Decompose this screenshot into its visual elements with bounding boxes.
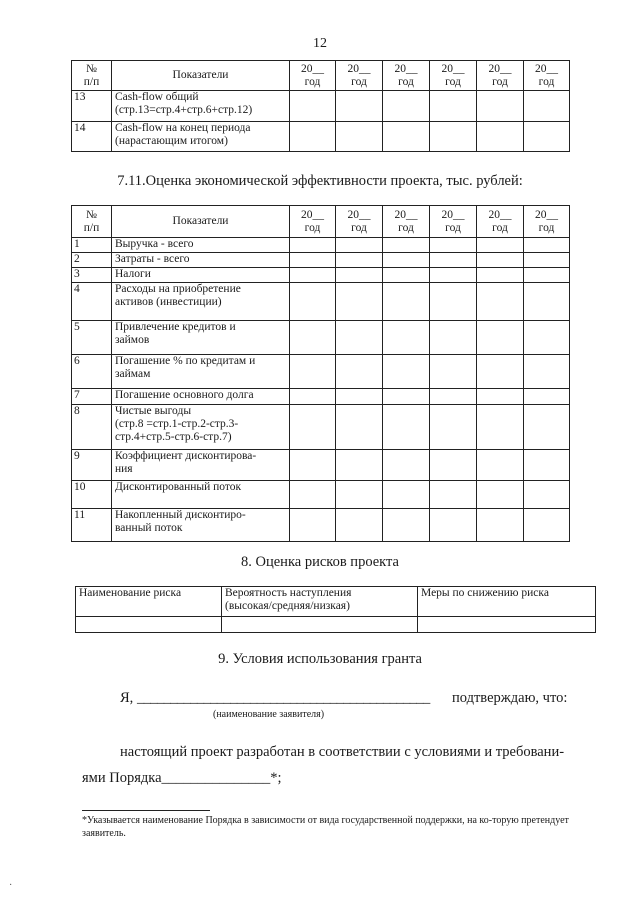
table-cell [430, 253, 477, 268]
row-number: 11 [72, 509, 112, 542]
table-cell [290, 321, 336, 355]
row-label: Чистые выгоды (стр.8 =стр.1-стр.2-стр.3- стр.4+стр.5-стр.6-стр.7) [112, 405, 290, 450]
table-cell [524, 450, 570, 481]
table-cell [383, 389, 430, 405]
table-cell [290, 450, 336, 481]
table-row [72, 321, 570, 355]
section-9-title: 9. Условия использования гранта [218, 651, 422, 667]
applicant-name-blank: ____________________________________________ [137, 690, 430, 706]
table-cell [383, 405, 430, 450]
row-label: Расходы на приобретение активов (инвестиции) [112, 283, 290, 321]
table-cell [477, 509, 524, 542]
table-cell [222, 617, 418, 633]
table-cell [477, 253, 524, 268]
row-number: 2 [72, 253, 112, 268]
table-cell [524, 321, 570, 355]
table-row [72, 122, 570, 152]
col-header-year: 20__ год [524, 61, 570, 91]
table-cell [383, 283, 430, 321]
table-cell [477, 122, 524, 152]
row-label: Погашение основного долга [112, 389, 290, 405]
row-label: Дисконтированный поток [112, 481, 290, 509]
col-header-year: 20__ год [336, 206, 383, 238]
col-header-year: 20__ год [477, 61, 524, 91]
table-cell [290, 253, 336, 268]
table-cell [336, 450, 383, 481]
statement-suffix: подтверждаю, что: [452, 690, 568, 706]
table-cell [290, 389, 336, 405]
row-number: 4 [72, 283, 112, 321]
table-row [72, 481, 570, 509]
row-number: 5 [72, 321, 112, 355]
table-cell [290, 481, 336, 509]
table-cell [383, 91, 430, 122]
col-header-year: 20__ год [524, 206, 570, 238]
row-label: Привлечение кредитов и займов [112, 321, 290, 355]
applicant-name-caption: (наименование заявителя) [213, 709, 325, 720]
table-cell [336, 238, 383, 253]
statement-prefix: Я, [120, 690, 134, 706]
col-header-risk-name: Наименование риска [76, 587, 222, 617]
table-cell [336, 405, 383, 450]
table-cell [524, 355, 570, 389]
table-cell [430, 405, 477, 450]
risk-header-row [76, 587, 596, 617]
table-cell [477, 238, 524, 253]
table-cell [290, 509, 336, 542]
col-header-measures: Меры по снижению риска [418, 587, 596, 617]
row-number: 9 [72, 450, 112, 481]
table-cell [383, 481, 430, 509]
row-number: 3 [72, 268, 112, 283]
table-row [72, 405, 570, 450]
table-cell [336, 321, 383, 355]
page-number: 12 [313, 36, 327, 51]
col-header-number: № п/п [72, 61, 112, 91]
table-cell [383, 450, 430, 481]
efficiency-header-row [72, 206, 570, 238]
row-label: Накопленный дисконтиро- ванный поток [112, 509, 290, 542]
table-cell [383, 509, 430, 542]
table-cell [336, 268, 383, 283]
table-cell [383, 238, 430, 253]
section-8-title: 8. Оценка рисков проекта [241, 554, 399, 570]
table-cell [383, 122, 430, 152]
table-cell [430, 122, 477, 152]
table-cell [477, 355, 524, 389]
table-cell [430, 283, 477, 321]
table-row [72, 253, 570, 268]
col-header-year: 20__ год [477, 206, 524, 238]
table-cell [524, 405, 570, 450]
row-number: 1 [72, 238, 112, 253]
table-row [72, 283, 570, 321]
table-cell [290, 405, 336, 450]
table-cell [290, 355, 336, 389]
row-label: Коэффициент дисконтирова- ния [112, 450, 290, 481]
table-cell [336, 481, 383, 509]
cashflow-header-row [72, 61, 570, 91]
table-cell [383, 253, 430, 268]
table-row [72, 509, 570, 542]
risk-empty-row [76, 617, 596, 633]
col-header-number: № п/п [72, 206, 112, 238]
table-cell [336, 122, 383, 152]
row-label: Cash-flow общий (стр.13=стр.4+стр.6+стр.12) [112, 91, 290, 122]
col-header-indicator: Показатели [112, 61, 290, 91]
efficiency-table [71, 205, 570, 542]
col-header-year: 20__ год [383, 206, 430, 238]
table-cell [290, 238, 336, 253]
table-cell [430, 450, 477, 481]
table-cell [336, 389, 383, 405]
row-label: Выручка - всего [112, 238, 290, 253]
risk-table [75, 586, 596, 633]
table-cell [524, 509, 570, 542]
footnote-divider [82, 810, 210, 811]
col-header-year: 20__ год [290, 61, 336, 91]
table-row [72, 389, 570, 405]
cashflow-table [71, 60, 570, 152]
col-header-year: 20__ год [430, 61, 477, 91]
table-cell [477, 321, 524, 355]
row-number: 7 [72, 389, 112, 405]
col-header-indicator: Показатели [112, 206, 290, 238]
paragraph-line-1: настоящий проект разработан в соответствии с условиями и требовани- [120, 744, 565, 760]
table-cell [383, 268, 430, 283]
table-cell [290, 91, 336, 122]
row-label: Cash-flow на конец периода (нарастающим итогом) [112, 122, 290, 152]
table-cell [336, 283, 383, 321]
row-number: 13 [72, 91, 112, 122]
table-cell [430, 481, 477, 509]
table-cell [290, 283, 336, 321]
table-row [72, 355, 570, 389]
table-cell [524, 238, 570, 253]
row-number: 14 [72, 122, 112, 152]
table-cell [430, 238, 477, 253]
table-cell [477, 481, 524, 509]
row-label: Налоги [112, 268, 290, 283]
table-cell [477, 268, 524, 283]
table-cell [76, 617, 222, 633]
col-header-probability: Вероятность наступления (высокая/средняя/низкая) [222, 587, 418, 617]
table-cell [524, 253, 570, 268]
col-header-year: 20__ год [336, 61, 383, 91]
col-header-year: 20__ год [290, 206, 336, 238]
row-label: Погашение % по кредитам и займам [112, 355, 290, 389]
paragraph-line-2: ями Порядка_______________*; [82, 770, 282, 786]
table-cell [477, 450, 524, 481]
row-number: 8 [72, 405, 112, 450]
row-label: Затраты - всего [112, 253, 290, 268]
row-number: 10 [72, 481, 112, 509]
table-cell [418, 617, 596, 633]
table-cell [430, 355, 477, 389]
table-cell [290, 122, 336, 152]
table-cell [430, 321, 477, 355]
col-header-year: 20__ год [430, 206, 477, 238]
table-cell [524, 481, 570, 509]
row-number: 6 [72, 355, 112, 389]
table-cell [477, 91, 524, 122]
table-cell [524, 122, 570, 152]
table-cell [524, 268, 570, 283]
table-cell [524, 389, 570, 405]
col-header-year: 20__ год [383, 61, 430, 91]
footnote: *Указывается наименование Порядка в зависимости от вида государственной поддержки, на ко-торую претендует заявитель. [82, 815, 569, 839]
table-cell [524, 91, 570, 122]
table-cell [383, 321, 430, 355]
table-cell [336, 355, 383, 389]
table-row [72, 450, 570, 481]
table-cell [383, 355, 430, 389]
table-cell [524, 283, 570, 321]
table-cell [430, 389, 477, 405]
section-7-11-title: 7.11.Оценка экономической эффективности проекта, тыс. рублей: [117, 173, 523, 189]
table-cell [430, 91, 477, 122]
table-cell [336, 91, 383, 122]
table-cell [336, 509, 383, 542]
table-cell [477, 389, 524, 405]
table-row [72, 91, 570, 122]
table-cell [477, 283, 524, 321]
margin-mark: · [9, 880, 13, 891]
table-cell [290, 268, 336, 283]
table-row [72, 238, 570, 253]
table-row [72, 268, 570, 283]
table-cell [430, 268, 477, 283]
table-cell [336, 253, 383, 268]
table-cell [477, 405, 524, 450]
table-cell [430, 509, 477, 542]
